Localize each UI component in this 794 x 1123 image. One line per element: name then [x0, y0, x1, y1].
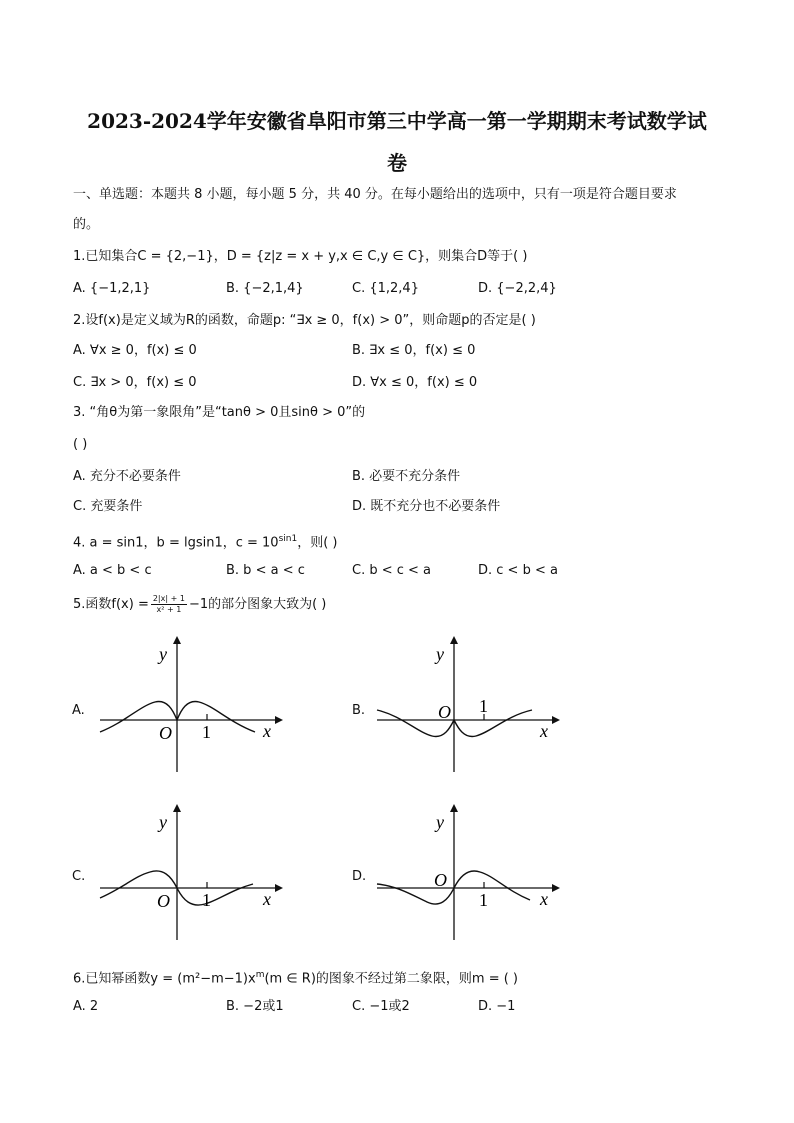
question-5-stem [73, 594, 326, 615]
title-line-2: 卷 [387, 151, 407, 175]
q4-option-c: C. b < c < a [352, 563, 432, 578]
q3-option-b: B. 必要不充分条件 [352, 469, 461, 484]
graph-a-origin-label: O [159, 723, 172, 743]
q2-option-d: D. ∀x ≤ 0，f(x) ≤ 0 [352, 375, 478, 390]
question-1-stem: 1.已知集合C = {2,−1}，D = {z|z = x + y,x ∈ C,y ∈ C}，则集合D等于( ) [73, 249, 528, 264]
q6-option-b: B. −2或1 [226, 999, 284, 1014]
exam-title [62, 100, 732, 184]
graph-b-tick-label: 1 [479, 696, 488, 716]
q1-option-c: C. {1,2,4} [352, 281, 419, 296]
q4-stem-main: 4. a = sin1，b = lgsin1，c = 10 [73, 535, 279, 551]
graph-d-origin-label: O [434, 870, 447, 890]
title-line-1: 2023-2024学年安徽省阜阳市第三中学高一第一学期期末考试数学试 [87, 109, 707, 133]
question-4-stem [73, 530, 337, 552]
graph-d-x-label: x [540, 889, 548, 909]
graph-c-origin-label: O [157, 891, 170, 911]
graph-a-svg [95, 632, 285, 777]
graph-a-y-label: y [159, 644, 167, 664]
q4-stem-tail: ，则( ) [297, 535, 338, 551]
graph-d-svg [372, 800, 562, 945]
q2-option-c: C. ∃x > 0，f(x) ≤ 0 [73, 375, 197, 390]
q3-option-c: C. 充要条件 [73, 499, 143, 514]
graph-c-x-label: x [263, 889, 271, 909]
q5-stem-pre: 5.函数f(x) = [73, 596, 149, 612]
graph-c-label: C. [72, 869, 86, 884]
q4-exponent: sin1 [278, 534, 298, 544]
q6-option-c: C. −1或2 [352, 999, 410, 1014]
q6-option-d: D. −1 [478, 999, 516, 1014]
graph-c-y-label: y [159, 812, 167, 832]
question-2-stem: 2.设f(x)是定义域为R的函数，命题p: “∃x ≥ 0，f(x) > 0”，则命题p的否定是( ) [73, 313, 536, 328]
graph-b-x-label: x [540, 721, 548, 741]
section-header: 一、单选题：本题共 8 小题，每小题 5 分，共 40 分。在每小题给出的选项中，只有一项是符合题目要求 [73, 187, 677, 202]
graph-b-svg [372, 632, 562, 777]
graph-d-tick-label: 1 [479, 890, 488, 910]
q1-option-a: A. {−1,2,1} [73, 281, 151, 296]
q5-frac-denominator: x² + 1 [156, 605, 182, 614]
graph-c-tick-label: 1 [202, 890, 211, 910]
q5-fraction [151, 594, 187, 615]
section-header-cont: 的。 [73, 217, 100, 232]
q5-stem-post: −1的部分图象大致为( ) [188, 596, 327, 612]
question-6-stem [73, 966, 518, 988]
graph-c-svg [95, 800, 285, 945]
graph-b-origin-label: O [438, 702, 451, 722]
q4-option-d: D. c < b < a [478, 563, 558, 578]
graph-a-tick-label: 1 [202, 722, 211, 742]
q6-stem-tail: (m ∈ R)的图象不经过第二象限，则m = ( ) [264, 971, 518, 987]
q3-option-d: D. 既不充分也不必要条件 [352, 499, 501, 514]
q2-option-a: A. ∀x ≥ 0，f(x) ≤ 0 [73, 343, 197, 358]
question-3-stem: 3. “角θ为第一象限角”是“tanθ > 0且sinθ > 0”的 [73, 405, 366, 420]
graph-a-x-label: x [263, 721, 271, 741]
graph-a [95, 632, 285, 781]
q6-stem-main: 6.已知幂函数y = (m²−m−1)x [73, 971, 256, 987]
q5-frac-numerator: 2|x| + 1 [152, 594, 185, 603]
graph-d-label: D. [352, 869, 367, 884]
q1-option-d: D. {−2,2,4} [478, 281, 557, 296]
q4-option-b: B. b < a < c [226, 563, 305, 578]
graph-a-label: A. [72, 703, 85, 718]
q6-option-a: A. 2 [73, 999, 99, 1014]
question-3-paren: ( ) [73, 437, 88, 452]
q2-option-b: B. ∃x ≤ 0，f(x) ≤ 0 [352, 343, 476, 358]
graph-d [372, 800, 562, 949]
graph-b [372, 632, 562, 781]
q4-option-a: A. a < b < c [73, 563, 152, 578]
graph-c [95, 800, 285, 949]
graph-b-y-label: y [436, 644, 444, 664]
graph-d-y-label: y [436, 812, 444, 832]
graph-b-label: B. [352, 703, 366, 718]
q6-exponent: m [255, 970, 265, 980]
q3-option-a: A. 充分不必要条件 [73, 469, 181, 484]
q1-option-b: B. {−2,1,4} [226, 281, 304, 296]
